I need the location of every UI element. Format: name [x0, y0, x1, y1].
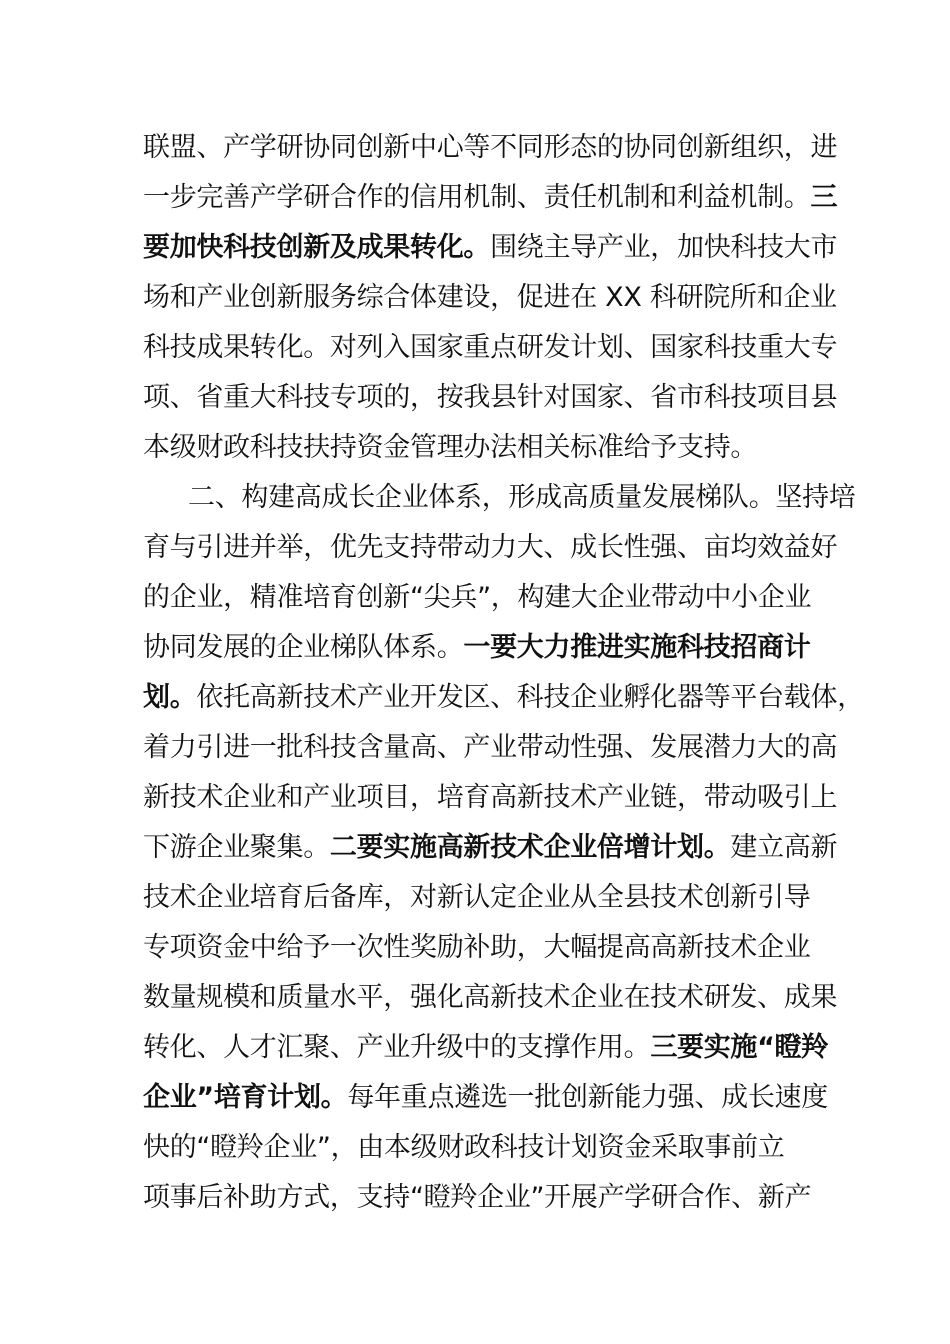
- text-segment: 一步完善产学研合作的信用机制、责任机制和利益机制。: [143, 182, 811, 213]
- text-line: [143, 873, 823, 923]
- text-segment: 科技成果转化。对列入国家重点研发计划、国家科技重大专: [143, 332, 838, 363]
- text-line: [143, 223, 838, 273]
- text-segment: 项、省重大科技专项的，按我县针对国家、省市科技项目县: [143, 382, 838, 413]
- text-segment: 数量规模和质量水平，强化高新技术企业在技术研发、成果: [143, 982, 838, 1013]
- text-line: [143, 323, 838, 373]
- text-line: [143, 1123, 823, 1173]
- text-segment: 育与引进并举，优先支持带动力大、成长性强、亩均效益好: [143, 532, 838, 563]
- text-segment: 本级财政科技扶持资金管理办法相关标准给予支持。: [143, 432, 758, 463]
- text-segment: 新技术企业和产业项目，培育高新技术产业链，带动吸引上: [143, 782, 838, 813]
- text-segment: 技术企业培育后备库，对新认定企业从全县技术创新引导: [143, 882, 811, 913]
- text-line: [143, 373, 838, 423]
- text-segment: 专项资金中给予一次性奖励补助，大幅提高高新技术企业: [143, 932, 811, 963]
- text-line: [143, 923, 823, 973]
- text-line: [143, 473, 856, 523]
- text-segment: 着力引进一批科技含量高、产业带动性强、发展潜力大的高: [143, 732, 838, 763]
- text-segment: 建立高新: [730, 832, 838, 863]
- text-line: [143, 1073, 828, 1123]
- bold-text-segment: 三: [810, 182, 838, 213]
- text-segment: 协同发展的企业梯队体系。: [143, 632, 464, 663]
- text-line: [143, 173, 838, 223]
- bold-text-segment: 划。: [143, 682, 197, 713]
- text-segment: 二、构建高成长企业体系，形成高质量发展梯队。坚持培: [188, 482, 856, 513]
- text-line: [143, 573, 823, 623]
- text-line: [143, 123, 838, 173]
- text-line: [143, 273, 837, 323]
- bold-text-segment: 要加快科技创新及成果转化。: [143, 232, 491, 263]
- text-line: [143, 423, 823, 473]
- text-line: [143, 673, 864, 723]
- text-segment: 快的“瞪羚企业”，由本级财政科技计划资金采取事前立: [143, 1132, 785, 1163]
- text-segment: 场和产业创新服务综合体建设，促进在 XX 科研院所和企业: [143, 282, 837, 313]
- text-segment: 每年重点遴选一批创新能力强、成长速度: [347, 1082, 828, 1113]
- text-segment: 的企业，精准培育创新“尖兵”，构建大企业带动中小企业: [143, 582, 812, 613]
- bold-text-segment: 一要大力推进实施科技招商计: [463, 632, 811, 663]
- text-line: [143, 1173, 823, 1223]
- text-line: [143, 973, 838, 1023]
- text-line: [143, 523, 838, 573]
- text-segment: 依托高新技术产业开发区、科技企业孵化器等平台载体，: [196, 682, 864, 713]
- bold-text-segment: 二要实施高新技术企业倍增计划。: [329, 832, 731, 863]
- bold-text-segment: 三要实施“瞪羚: [650, 1032, 828, 1063]
- text-segment: 项事后补助方式，支持“瞪羚企业”开展产学研合作、新产: [143, 1182, 812, 1213]
- document-body: [143, 123, 864, 1223]
- text-line: [143, 1023, 828, 1073]
- text-line: [143, 723, 838, 773]
- text-segment: 下游企业聚集。: [143, 832, 330, 863]
- text-segment: 围绕主导产业，加快科技大市: [490, 232, 838, 263]
- text-segment: 联盟、产学研协同创新中心等不同形态的协同创新组织，进: [143, 132, 838, 163]
- text-line: [143, 823, 838, 873]
- bold-text-segment: 企业”培育计划。: [143, 1082, 348, 1113]
- text-segment: 转化、人才汇聚、产业升级中的支撑作用。: [143, 1032, 651, 1063]
- text-line: [143, 773, 838, 823]
- text-line: [143, 623, 823, 673]
